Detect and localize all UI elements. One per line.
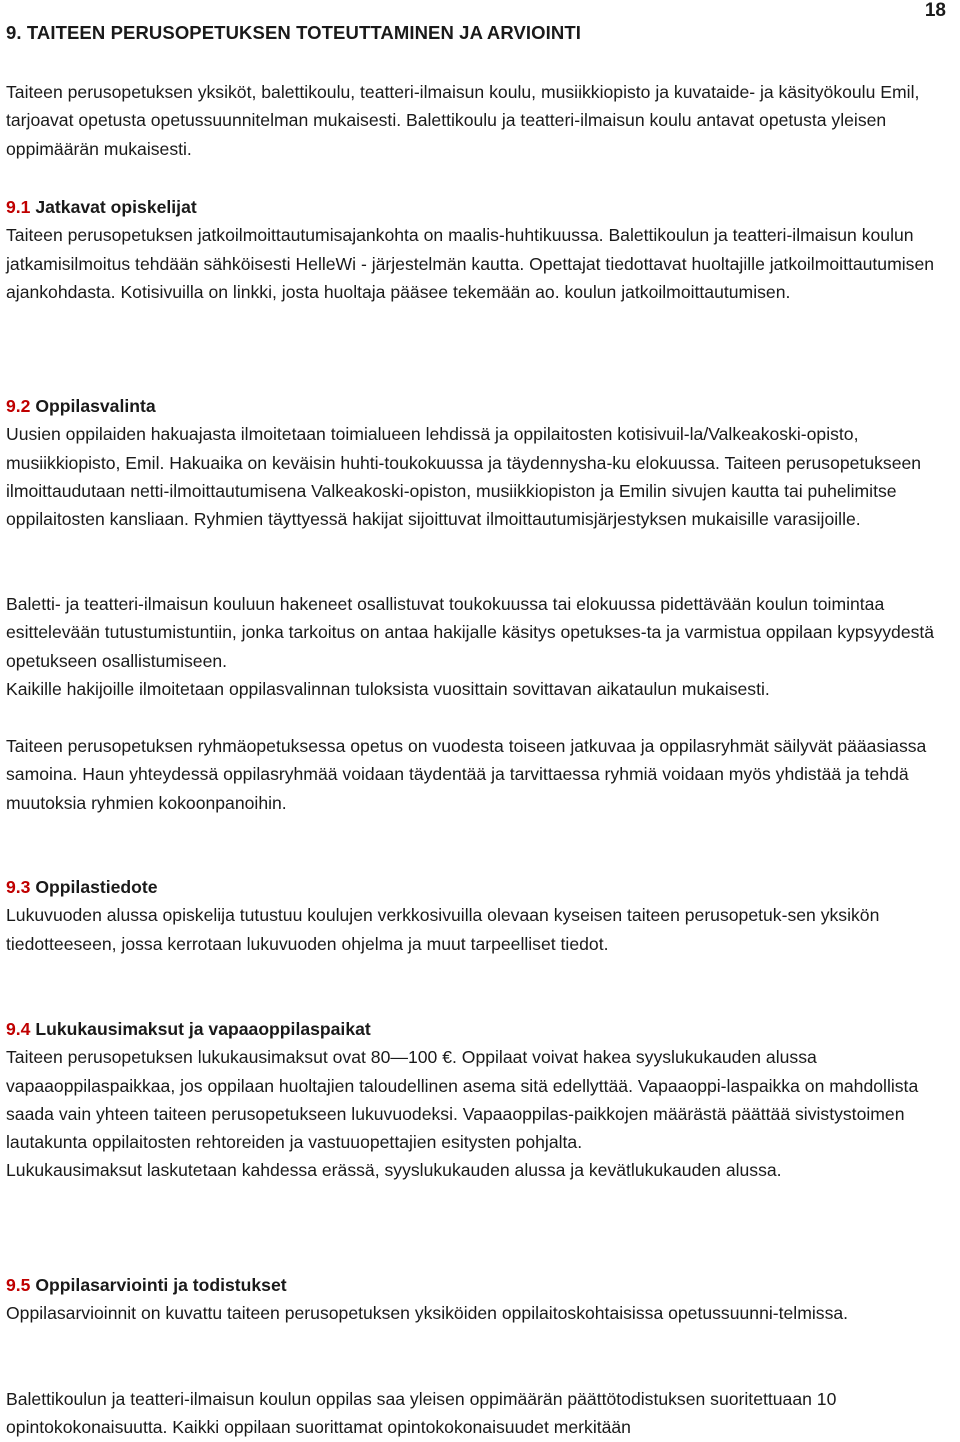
section-title: Jatkavat opiskelijat [35, 197, 197, 217]
section-paragraph: Lukukausimaksut laskutetaan kahdessa erässä, syyslukukauden alussa ja kevätlukukauden alussa. [6, 1160, 782, 1181]
section-paragraph: Uusien oppilaiden hakuajasta ilmoitetaan toimialueen lehdissä ja oppilaitosten kotisivuil-la/Valkeakoski-opisto, musiikkiopisto, Emil. Hakuaika on keväisin huhti-toukokuussa ja täydennysha-ku elokuussa. Taiteen perusopetukseen ilmoittaudutaan netti-ilmoittautumisena Valkeakoski-opiston, musiikkiopiston ja Emilin sivujen kautta tai puhelimitse oppilaitosten kansliaan. Ryhmien täyttyessä hakijat sijoittuvat ilmoittautumisjärjestyksen mukaisille varasijoille. [6, 424, 922, 530]
section-9-5-certificates [6, 1385, 950, 1442]
section-heading [6, 1015, 950, 1043]
section-paragraph: Balettikoulun ja teatteri-ilmaisun koulun oppilas saa yleisen oppimäärän päättötodistuksen suoritettuaan 10 opintokokonaisuutta. Kaikki oppilaan suorittamat opintokokonaisuudet merkitään [6, 1389, 837, 1438]
section-paragraph: Taiteen perusopetuksen jatkoilmoittautumisajankohta on maalis-huhtikuussa. Balettikoulun ja teatteri-ilmaisun koulun jatkamisilmoitus tehdään sähköisesti HelleWi - järjestelmän kautta. Opettajat tiedottavat huoltajille jatkoilmoittautumisen ajankohdasta. Kotisivuilla on linkki, josta huoltaja pääsee tekemään ao. koulun jatkoilmoittautumisen. [6, 225, 935, 302]
section-title: Oppilasarviointi ja todistukset [35, 1275, 287, 1295]
section-9-2 [6, 392, 950, 533]
section-heading [6, 193, 950, 221]
section-paragraph: Taiteen perusopetuksen ryhmäopetuksessa opetus on vuodesta toiseen jatkuvaa ja oppilasryhmät säilyvät pääasiassa samoina. Haun yhteydessä oppilasryhmää voidaan täydentää ja tarvittaessa ryhmiä voidaan myös yhdistää ja tehdä muutoksia ryhmien kokoonpanoihin. [6, 736, 927, 813]
section-paragraph: Baletti- ja teatteri-ilmaisun kouluun hakeneet osallistuvat toukokuussa tai elokuussa pidettävään koulun toimintaa esittelevään tutustumistuntiin, jonka tarkoitus on antaa hakijalle käsitys opetukses-ta ja varmistua oppilaan kypsyydestä opetukseen osallistumiseen. [6, 594, 935, 671]
intro-paragraph: Taiteen perusopetuksen yksiköt, balettikoulu, teatteri-ilmaisun koulu, musiikkiopisto ja kuvataide- ja käsityökoulu Emil, tarjoavat opetusta opetussuunnitelman mukaisesti. Balettikoulu ja teatteri-ilmaisun koulu antavat opetusta yleisen oppimäärän mukaisesti. [6, 82, 920, 159]
section-number: 9.3 [6, 877, 31, 897]
section-number: 9.5 [6, 1275, 31, 1295]
section-9-5 [6, 1271, 950, 1328]
section-paragraph: Taiteen perusopetuksen lukukausimaksut ovat 80—100 €. Oppilaat voivat hakea syyslukukauden alussa vapaaoppilaspaikkaa, jos oppilaan huoltajien taloudellinen asema sitä edellyttää. Vapaaoppi-laspaikka on mahdollista saada vain yhteen taiteen perusopetukseen lukuvuodeksi. Vapaaoppilas-paikkojen määrästä päättää sivistystoimen lautakunta oppilaitosten rehtoreiden ja vastuuopettajien esitysten pohjalta. [6, 1047, 919, 1153]
chapter-title: 9. TAITEEN PERUSOPETUKSEN TOTEUTTAMINEN JA ARVIOINTI [6, 22, 581, 43]
section-number: 9.2 [6, 396, 31, 416]
section-paragraph: Kaikille hakijoille ilmoitetaan oppilasvalinnan tuloksista vuosittain sovittavan aikataulun mukaisesti. [6, 678, 770, 699]
section-9-3 [6, 873, 950, 958]
section-heading [6, 392, 950, 420]
section-heading [6, 873, 950, 901]
section-number: 9.1 [6, 197, 31, 217]
section-9-2-groups [6, 732, 950, 817]
intro-block [6, 78, 950, 163]
section-paragraph: Oppilasarvioinnit on kuvattu taiteen perusopetuksen yksiköiden oppilaitoskohtaisissa opetussuunni-telmissa. [6, 1303, 849, 1324]
section-title: Lukukausimaksut ja vapaaoppilaspaikat [35, 1019, 371, 1039]
section-title: Oppilastiedote [35, 877, 158, 897]
section-number: 9.4 [6, 1019, 31, 1039]
section-9-4 [6, 1015, 950, 1185]
section-paragraph: Lukuvuoden alussa opiskelija tutustuu koulujen verkkosivuilla olevaan kyseisen taiteen perusopetuk-sen yksikön tiedotteeseen, jossa kerrotaan lukuvuoden ohjelma ja muut tarpeelliset tiedot. [6, 905, 880, 954]
section-title: Oppilasvalinta [35, 396, 156, 416]
section-9-2-admission [6, 590, 950, 703]
section-9-1 [6, 193, 950, 306]
section-heading [6, 1271, 950, 1299]
page-number: 18 [924, 0, 946, 21]
